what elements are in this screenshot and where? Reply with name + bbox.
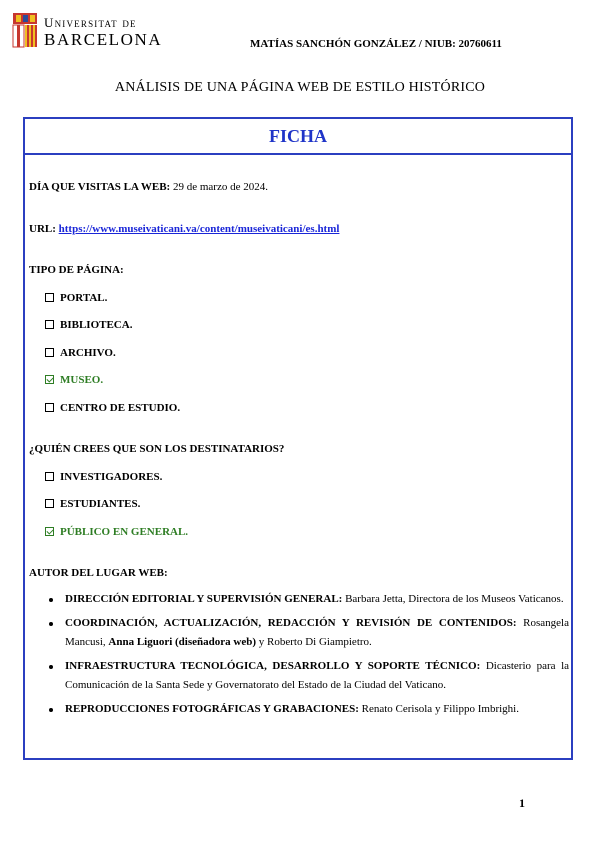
tipo-option-label: ARCHIVO. — [60, 347, 116, 359]
destinatarios-label: ¿QUIÉN CREES QUE SON LOS DESTINATARIOS? — [29, 443, 285, 455]
tipo-option-label: MUSEO. — [60, 374, 104, 386]
ficha-title: FICHA — [25, 119, 571, 155]
dest-option-label: ESTUDIANTES. — [60, 498, 141, 510]
url-link[interactable]: https://www.museivaticani.va/content/museivaticani/es.html — [58, 223, 340, 235]
dest-option-publico-general[interactable] — [45, 526, 188, 538]
visit-date-value: 29 de marzo de 2024. — [172, 181, 268, 193]
autor-item-text: Renato Cerisola y Filippo Imbrighi. — [361, 703, 519, 715]
autor-item-text-pre: Rosangela Mancusi, — [65, 617, 569, 648]
header-author: MATÍAS SANCHÓN GONZÁLEZ / NIUB: 20760611 — [250, 38, 502, 50]
page-number: 1 — [519, 796, 525, 810]
checkbox-icon — [45, 348, 54, 357]
url-line — [29, 223, 339, 235]
checkbox-icon — [45, 403, 54, 412]
tipo-label: TIPO DE PÁGINA: — [29, 264, 124, 276]
visit-date-line — [29, 181, 268, 193]
dest-option-estudiantes[interactable] — [45, 498, 140, 510]
checkbox-icon — [45, 320, 54, 329]
autor-item-text: Barbara Jetta, Directora de los Museos Vaticanos. — [345, 593, 564, 605]
tipo-option-portal[interactable] — [45, 292, 107, 304]
autor-item-head: DIRECCIÓN EDITORIAL Y SUPERVISIÓN GENERAL: — [65, 593, 343, 605]
tipo-option-label: CENTRO DE ESTUDIO. — [60, 402, 181, 414]
list-item — [45, 657, 569, 695]
autor-label: AUTOR DEL LUGAR WEB: — [29, 567, 168, 579]
tipo-option-biblioteca[interactable] — [45, 319, 132, 331]
autor-list — [45, 590, 569, 724]
checked-checkbox-icon — [45, 527, 54, 536]
university-shield-icon — [12, 12, 38, 50]
list-item — [45, 590, 569, 609]
autor-item-head: INFRAESTRUCTURA TECNOLÓGICA, DESARROLLO Y SOPORTE TÉCNICO: — [65, 660, 481, 672]
url-label: URL: — [29, 223, 56, 235]
logo-text-barcelona: BARCELONA — [44, 30, 163, 49]
checkbox-icon — [45, 472, 54, 481]
checkbox-icon — [45, 499, 54, 508]
autor-item-text: Dicasterio para la Comunicación de la Santa Sede y Governatorato del Estado de la Ciudad del Vaticano. — [65, 660, 570, 691]
ficha-box — [23, 117, 573, 760]
autor-item-text-bold: Anna Liguori (diseñadora web) — [108, 636, 256, 648]
checked-checkbox-icon — [45, 375, 54, 384]
document-title: ANÁLISIS DE UNA PÁGINA WEB DE ESTILO HISTÓRICO — [114, 80, 486, 95]
list-item — [45, 614, 569, 652]
tipo-option-label: BIBLIOTECA. — [60, 319, 133, 331]
autor-item-head: COORDINACIÓN, ACTUALIZACIÓN, REDACCIÓN Y REVISIÓN DE CONTENIDOS: — [65, 617, 517, 629]
tipo-option-museo[interactable] — [45, 374, 103, 386]
autor-item-text-post: y Roberto Di Giampietro. — [258, 636, 372, 648]
autor-item-head: REPRODUCCIONES FOTOGRÁFICAS Y GRABACIONES: — [65, 703, 359, 715]
dest-option-label: PÚBLICO EN GENERAL. — [60, 526, 189, 538]
dest-option-label: INVESTIGADORES. — [60, 471, 163, 483]
tipo-option-label: PORTAL. — [60, 292, 108, 304]
dest-option-investigadores[interactable] — [45, 471, 162, 483]
tipo-option-archivo[interactable] — [45, 347, 116, 359]
tipo-option-centro-de-estudio[interactable] — [45, 402, 180, 414]
list-item — [45, 700, 569, 719]
visit-date-label: DÍA QUE VISITAS LA WEB: — [29, 181, 171, 193]
university-logo — [12, 12, 172, 52]
checkbox-icon — [45, 293, 54, 302]
logo-text-universitat: Universitat de — [44, 15, 137, 30]
